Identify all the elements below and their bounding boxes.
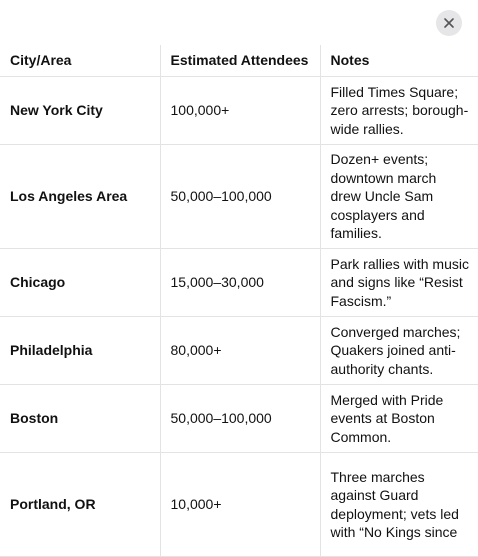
notes-cell: Park rallies with music and signs like “Resist Fascism.” — [320, 249, 478, 317]
city-cell: Portland, OR — [0, 453, 160, 557]
attendees-cell: 50,000–100,000 — [160, 145, 320, 249]
attendees-cell: 10,000+ — [160, 453, 320, 557]
table-row — [0, 385, 478, 453]
notes-cell: Merged with Pride events at Boston Common. — [320, 385, 478, 453]
close-icon — [444, 18, 454, 28]
notes-cell: Dozen+ events; downtown march drew Uncle Sam cosplayers and families. — [320, 145, 478, 249]
close-button[interactable] — [436, 10, 462, 36]
attendees-cell: 50,000–100,000 — [160, 385, 320, 453]
notes-cell: Converged marches; Quakers joined anti-authority chants. — [320, 317, 478, 385]
table-row — [0, 317, 478, 385]
attendees-cell: 100,000+ — [160, 77, 320, 145]
attendees-cell: 80,000+ — [160, 317, 320, 385]
table-row — [0, 145, 478, 249]
column-header-city: City/Area — [0, 45, 160, 77]
city-cell: Philadelphia — [0, 317, 160, 385]
city-cell: Los Angeles Area — [0, 145, 160, 249]
column-header-attendees: Estimated Attendees — [160, 45, 320, 77]
table-header-row — [0, 45, 478, 77]
notes-cell: Filled Times Square; zero arrests; borough-wide rallies. — [320, 77, 478, 145]
attendance-table — [0, 45, 478, 557]
notes-cell: Three marches against Guard deployment; vets led with “No Kings since — [320, 453, 478, 557]
city-cell: Chicago — [0, 249, 160, 317]
column-header-notes: Notes — [320, 45, 478, 77]
table-row — [0, 453, 478, 557]
table-row — [0, 77, 478, 145]
table-row — [0, 249, 478, 317]
city-cell: Boston — [0, 385, 160, 453]
attendees-cell: 15,000–30,000 — [160, 249, 320, 317]
city-cell: New York City — [0, 77, 160, 145]
